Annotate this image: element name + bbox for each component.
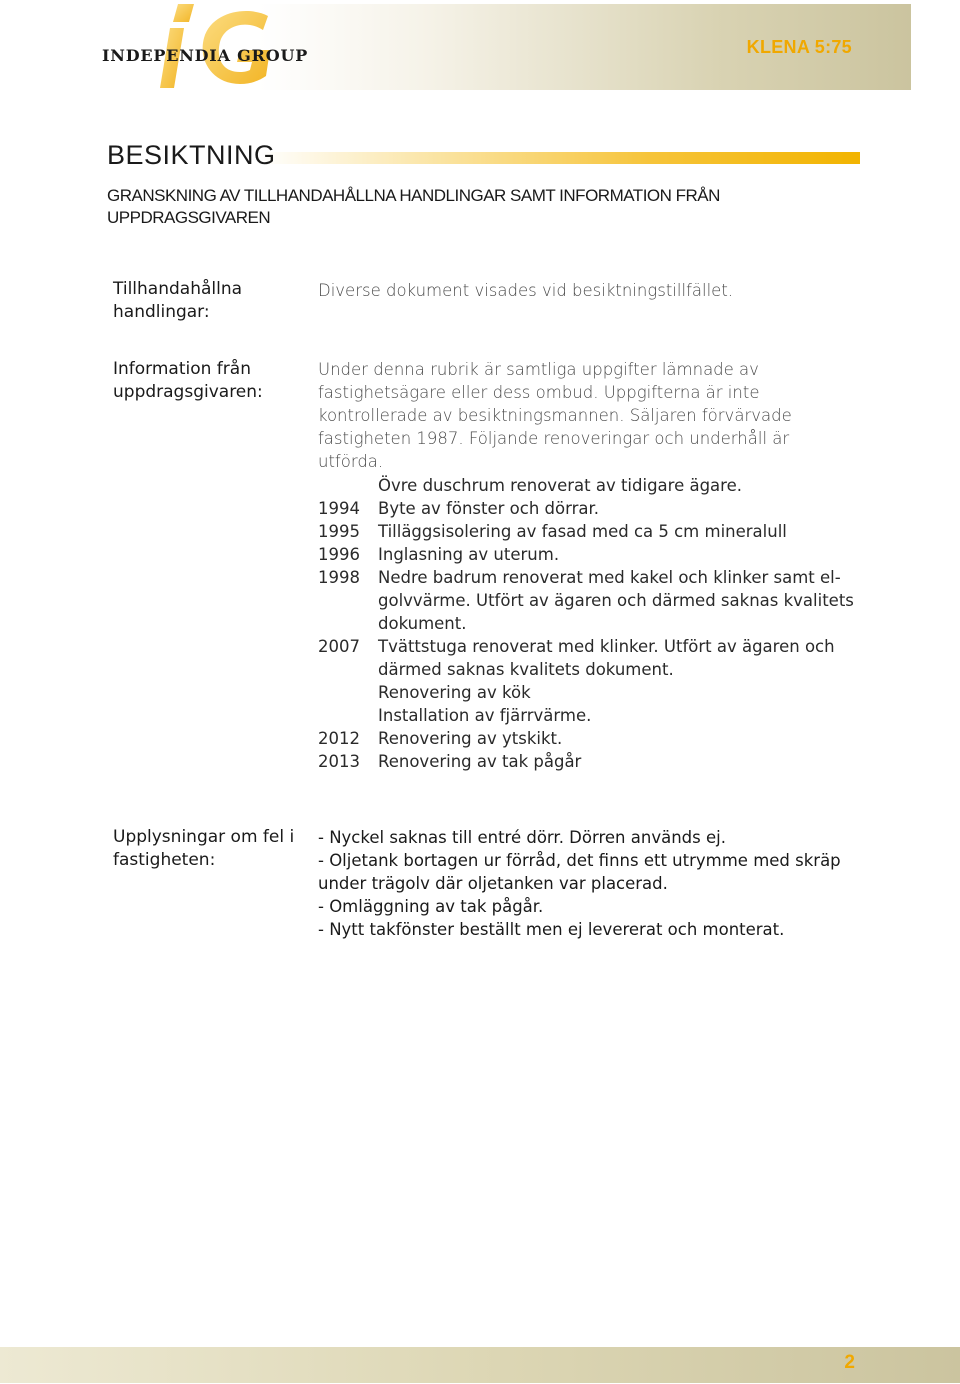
- renovation-item: [318, 727, 863, 750]
- faults-label: Upplysningar om fel i fastigheten:: [113, 827, 295, 870]
- renovation-text: Installation av fjärrvärme.: [378, 706, 592, 725]
- renovation-text: Renovering av ytskikt.: [378, 729, 563, 748]
- fault-item: - Omläggning av tak pågår.: [318, 897, 544, 916]
- section-title: BESIKTNING: [107, 140, 276, 170]
- renovation-item: [318, 497, 863, 520]
- renovation-year: 2012: [318, 729, 360, 748]
- client-info-intro: Under denna rubrik är samtliga uppgifter lämnade av fastighetsägare eller dess ombud. Uppgifterna är inte kontrollerade av besiktningsmannen. Säljaren förvärvade fastigheten 1987. Följande renoveringar och underhåll är utförda.: [318, 360, 792, 471]
- renovation-item: [318, 474, 863, 497]
- renovation-item: [318, 635, 863, 681]
- renovation-year: [318, 474, 378, 497]
- fault-item: - Nytt takfönster beställt men ej levererat och monterat.: [318, 920, 785, 939]
- renovation-year: 2007: [318, 637, 360, 656]
- renovation-item: [318, 704, 863, 727]
- renovation-text: Renovering av kök: [378, 683, 531, 702]
- renovation-list: [318, 474, 863, 773]
- logo-text: INDEPENDIA GROUP: [102, 46, 309, 65]
- renovation-text: Nedre badrum renoverat med kakel och klinker samt el-golvvärme. Utfört av ägaren och därmed saknas kvalitets dokument.: [378, 568, 854, 633]
- renovation-year: 1998: [318, 568, 360, 587]
- renovation-year: 2013: [318, 752, 360, 771]
- footer-bar: [0, 1347, 960, 1383]
- title-rule: [260, 152, 860, 164]
- renovation-year: 1994: [318, 499, 360, 518]
- documents-text: Diverse dokument visades vid besiktningstillfället.: [318, 281, 734, 300]
- renovation-year: 1995: [318, 522, 360, 541]
- renovation-text: Tvättstuga renoverat med klinker. Utfört av ägaren och därmed saknas kvalitets dokument.: [378, 637, 835, 679]
- renovation-item: [318, 520, 863, 543]
- renovation-item: [318, 750, 863, 773]
- fault-list: [318, 826, 863, 941]
- document-reference: KLENA 5:75: [746, 37, 852, 57]
- renovation-item: [318, 566, 863, 635]
- header: [0, 0, 960, 92]
- renovation-item: [318, 543, 863, 566]
- renovation-text: Tilläggsisolering av fasad med ca 5 cm mineralull: [378, 522, 787, 541]
- renovation-text: Övre duschrum renoverat av tidigare ägare.: [378, 476, 742, 495]
- renovation-text: Inglasning av uterum.: [378, 545, 560, 564]
- fault-item: - Nyckel saknas till entré dörr. Dörren används ej.: [318, 828, 726, 847]
- documents-label: Tillhandahållna handlingar:: [113, 279, 243, 322]
- renovation-year: [318, 681, 378, 704]
- section-subtitle: GRANSKNING AV TILLHANDAHÅLLNA HANDLINGAR SAMT INFORMATION FRÅN UPPDRAGSGIVAREN: [107, 186, 720, 227]
- renovation-text: Renovering av tak pågår: [378, 752, 582, 771]
- client-info-label: Information från uppdragsgivaren:: [113, 359, 263, 402]
- renovation-year: [318, 704, 378, 727]
- renovation-year: 1996: [318, 545, 360, 564]
- renovation-item: [318, 681, 863, 704]
- fault-item: - Oljetank bortagen ur förråd, det finns ett utrymme med skräp under trägolv där oljetanken var placerad.: [318, 851, 841, 893]
- page-number: 2: [844, 1352, 855, 1373]
- renovation-text: Byte av fönster och dörrar.: [378, 499, 600, 518]
